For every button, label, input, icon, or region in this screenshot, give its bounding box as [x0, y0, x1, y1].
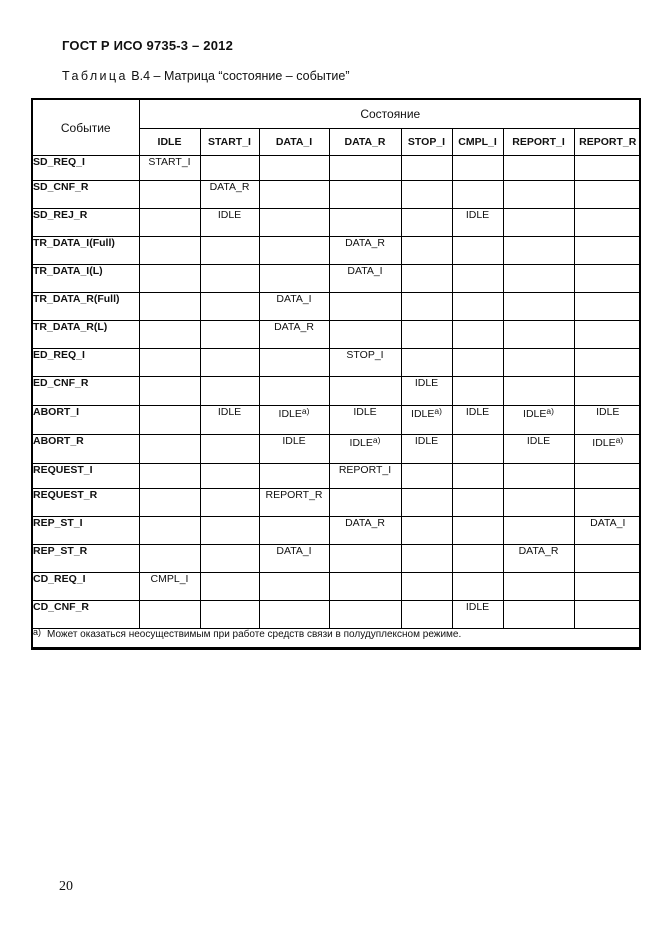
state-cell	[452, 406, 503, 435]
state-cell	[259, 156, 329, 181]
state-col-idle: IDLE	[139, 129, 200, 156]
table-row	[33, 601, 641, 629]
state-cell	[574, 181, 641, 209]
state-cell	[139, 265, 200, 293]
event-cell: CD_CNF_R	[33, 601, 139, 629]
event-cell: CD_REQ_I	[33, 573, 139, 601]
state-cell	[503, 349, 574, 377]
state-cell	[139, 435, 200, 464]
cell-value: IDLE	[465, 209, 490, 221]
state-cell	[329, 545, 401, 573]
event-cell: ED_CNF_R	[33, 377, 139, 406]
cell-value: DATA_I	[347, 265, 383, 277]
page-number: 20	[59, 879, 73, 894]
state-cell	[401, 156, 452, 181]
cell-value: DATA_I	[276, 545, 312, 557]
state-col-report-i: REPORT_I	[503, 129, 574, 156]
state-cell	[139, 181, 200, 209]
state-cell	[401, 209, 452, 237]
state-cell	[452, 321, 503, 349]
cell-value: IDLE	[526, 435, 551, 447]
state-cell	[574, 377, 641, 406]
state-cell	[574, 464, 641, 489]
state-cell	[503, 517, 574, 545]
state-cell	[200, 156, 259, 181]
state-cell	[329, 573, 401, 601]
state-cell	[503, 293, 574, 321]
state-cell	[452, 209, 503, 237]
state-cell	[503, 265, 574, 293]
state-cell	[259, 321, 329, 349]
table-row	[33, 293, 641, 321]
state-cell	[329, 293, 401, 321]
state-cell	[452, 377, 503, 406]
cell-value: DATA_R	[518, 545, 559, 557]
state-cell	[329, 601, 401, 629]
cell-value: IDLE	[414, 377, 439, 389]
state-cell	[574, 209, 641, 237]
state-column-header: Состояние	[139, 100, 641, 129]
state-cell	[259, 435, 329, 464]
cell-value: REPORT_I	[338, 464, 392, 476]
state-col-data-r: DATA_R	[329, 129, 401, 156]
state-cell	[200, 601, 259, 629]
state-cell	[259, 517, 329, 545]
state-cell	[259, 464, 329, 489]
cell-value: IDLE	[414, 435, 439, 447]
cell-value: IDLE	[523, 408, 547, 420]
state-cell	[452, 464, 503, 489]
state-cell	[200, 406, 259, 435]
table-row	[33, 406, 641, 435]
state-cell	[200, 573, 259, 601]
state-cell	[574, 601, 641, 629]
state-cell	[574, 406, 641, 435]
event-cell: ABORT_R	[33, 435, 139, 464]
state-cell	[139, 406, 200, 435]
state-cell	[503, 545, 574, 573]
state-cell	[574, 321, 641, 349]
state-cell	[139, 545, 200, 573]
state-cell	[200, 181, 259, 209]
table-row	[33, 464, 641, 489]
state-cell	[329, 517, 401, 545]
state-cell	[574, 349, 641, 377]
state-cell	[452, 156, 503, 181]
state-cell	[200, 377, 259, 406]
event-cell: TR_DATA_R(L)	[33, 321, 139, 349]
footnote-ref: a)	[434, 406, 442, 416]
state-cell	[259, 489, 329, 517]
state-cell	[329, 489, 401, 517]
state-cell	[401, 237, 452, 265]
state-cell	[401, 573, 452, 601]
state-cell	[139, 573, 200, 601]
state-cell	[452, 435, 503, 464]
state-cell	[200, 464, 259, 489]
event-cell: REQUEST_R	[33, 489, 139, 517]
matrix-body	[33, 156, 641, 629]
cell-value: IDLE	[592, 437, 616, 449]
table-row	[33, 349, 641, 377]
state-cell	[329, 406, 401, 435]
state-col-data-i: DATA_I	[259, 129, 329, 156]
state-cell	[401, 321, 452, 349]
state-cell	[574, 265, 641, 293]
event-cell: REP_ST_I	[33, 517, 139, 545]
state-cell	[503, 181, 574, 209]
state-cell	[452, 573, 503, 601]
cell-value: IDLE	[282, 435, 306, 447]
state-cell	[200, 517, 259, 545]
table-row	[33, 435, 641, 464]
event-cell: SD_REJ_R	[33, 209, 139, 237]
state-cell	[139, 349, 200, 377]
state-cell	[401, 435, 452, 464]
state-cell	[452, 293, 503, 321]
table-row	[33, 156, 641, 181]
state-cell	[329, 464, 401, 489]
state-cell	[503, 209, 574, 237]
state-cell	[452, 265, 503, 293]
state-cell	[452, 545, 503, 573]
state-cell	[503, 435, 574, 464]
cell-value: IDLE	[411, 408, 435, 420]
event-cell: TR_DATA_I(Full)	[33, 237, 139, 265]
state-cell	[503, 406, 574, 435]
table-row	[33, 321, 641, 349]
state-cell	[401, 601, 452, 629]
event-cell: ED_REQ_I	[33, 349, 139, 377]
state-cell	[401, 464, 452, 489]
state-cell	[139, 237, 200, 265]
cell-value: START_I	[148, 156, 191, 168]
table-row	[33, 377, 641, 406]
state-cell	[200, 489, 259, 517]
cell-value: DATA_I	[590, 517, 626, 529]
state-col-cmpl-i: CMPL_I	[452, 129, 503, 156]
state-cell	[329, 377, 401, 406]
state-cell	[329, 265, 401, 293]
state-cell	[139, 464, 200, 489]
cell-value: DATA_R	[345, 237, 385, 249]
footnote-ref: a)	[372, 435, 381, 445]
table-row	[33, 517, 641, 545]
table-row	[33, 209, 641, 237]
state-cell	[259, 293, 329, 321]
cell-value: IDLE	[349, 437, 373, 449]
cell-value: IDLE	[465, 406, 490, 418]
event-cell: SD_REQ_I	[33, 156, 139, 181]
state-cell	[401, 517, 452, 545]
event-cell: REQUEST_I	[33, 464, 139, 489]
state-cell	[452, 349, 503, 377]
state-cell	[259, 349, 329, 377]
cell-value: STOP_I	[346, 349, 384, 361]
footnote-mark: a)	[33, 628, 42, 637]
state-cell	[574, 237, 641, 265]
state-cell	[329, 435, 401, 464]
state-cell	[452, 489, 503, 517]
table-row	[33, 265, 641, 293]
table-row	[33, 545, 641, 573]
footnote-ref: a)	[301, 406, 310, 416]
state-cell	[452, 517, 503, 545]
state-cell	[401, 406, 452, 435]
state-cell	[259, 406, 329, 435]
state-cell	[452, 237, 503, 265]
state-cell	[139, 156, 200, 181]
state-cell	[574, 573, 641, 601]
state-cell	[139, 517, 200, 545]
state-col-start-i: START_I	[200, 129, 259, 156]
cell-value: IDLE	[278, 408, 302, 420]
cell-value: IDLE	[596, 406, 620, 418]
cell-value: IDLE	[353, 406, 377, 418]
state-cell	[503, 377, 574, 406]
state-cell	[200, 265, 259, 293]
cell-value: DATA_I	[276, 293, 312, 305]
state-cell	[329, 209, 401, 237]
cell-value: CMPL_I	[150, 573, 189, 585]
event-cell: SD_CNF_R	[33, 181, 139, 209]
state-cell	[401, 377, 452, 406]
state-cell	[139, 209, 200, 237]
cell-value: DATA_R	[345, 517, 385, 529]
state-cell	[139, 377, 200, 406]
cell-value: IDLE	[465, 601, 490, 613]
state-cell	[503, 237, 574, 265]
state-cell	[574, 517, 641, 545]
state-cell	[139, 601, 200, 629]
state-cell	[200, 545, 259, 573]
cell-value: DATA_R	[209, 181, 250, 193]
state-cell	[139, 489, 200, 517]
state-cell	[401, 293, 452, 321]
state-cell	[574, 156, 641, 181]
state-cell	[329, 321, 401, 349]
state-cell	[200, 237, 259, 265]
event-cell: REP_ST_R	[33, 545, 139, 573]
event-cell: TR_DATA_I(L)	[33, 265, 139, 293]
state-cell	[574, 489, 641, 517]
state-cell	[139, 321, 200, 349]
table-row	[33, 237, 641, 265]
state-col-stop-i: STOP_I	[401, 129, 452, 156]
state-cell	[452, 181, 503, 209]
state-cell	[329, 156, 401, 181]
cell-value: DATA_R	[274, 321, 314, 333]
state-cell	[329, 181, 401, 209]
state-cell	[259, 545, 329, 573]
state-cell	[259, 573, 329, 601]
state-cell	[200, 209, 259, 237]
state-event-matrix	[31, 98, 641, 650]
state-cell	[503, 489, 574, 517]
table-caption	[62, 69, 350, 83]
table-row	[33, 489, 641, 517]
footnote-ref: a)	[615, 435, 624, 445]
state-cell	[503, 601, 574, 629]
state-cell	[574, 293, 641, 321]
caption-label: Таблица	[62, 69, 128, 83]
state-cell	[139, 293, 200, 321]
state-cell	[503, 573, 574, 601]
state-cell	[200, 321, 259, 349]
state-cell	[200, 435, 259, 464]
state-cell	[200, 293, 259, 321]
state-cell	[401, 181, 452, 209]
document-header: ГОСТ Р ИСО 9735-3 – 2012	[62, 38, 233, 53]
state-cell	[574, 545, 641, 573]
matrix-table	[33, 100, 641, 648]
state-cell	[259, 181, 329, 209]
cell-value: REPORT_R	[265, 489, 323, 501]
state-col-report-r: REPORT_R	[574, 129, 641, 156]
state-cell	[259, 601, 329, 629]
state-cell	[401, 265, 452, 293]
footnote-ref: a)	[546, 406, 554, 416]
state-cell	[452, 601, 503, 629]
state-cell	[329, 237, 401, 265]
state-cell	[401, 545, 452, 573]
state-cell	[259, 377, 329, 406]
state-cell	[259, 209, 329, 237]
event-column-header: Событие	[33, 100, 139, 156]
state-cell	[503, 321, 574, 349]
state-cell	[259, 265, 329, 293]
event-cell: TR_DATA_R(Full)	[33, 293, 139, 321]
state-cell	[401, 349, 452, 377]
caption-text: В.4 – Матрица “состояние – событие”	[131, 69, 350, 83]
cell-value: IDLE	[217, 209, 242, 221]
state-cell	[259, 237, 329, 265]
table-row	[33, 573, 641, 601]
state-cell	[329, 349, 401, 377]
table-row	[33, 181, 641, 209]
state-cell	[401, 489, 452, 517]
footnote-text: Может оказаться неосуществимым при работе средств связи в полудуплексном режиме.	[47, 629, 462, 640]
state-cell	[503, 464, 574, 489]
table-footnote	[33, 629, 641, 648]
state-cell	[574, 435, 641, 464]
state-cell	[200, 349, 259, 377]
cell-value: IDLE	[217, 406, 242, 418]
event-cell: ABORT_I	[33, 406, 139, 435]
state-cell	[503, 156, 574, 181]
